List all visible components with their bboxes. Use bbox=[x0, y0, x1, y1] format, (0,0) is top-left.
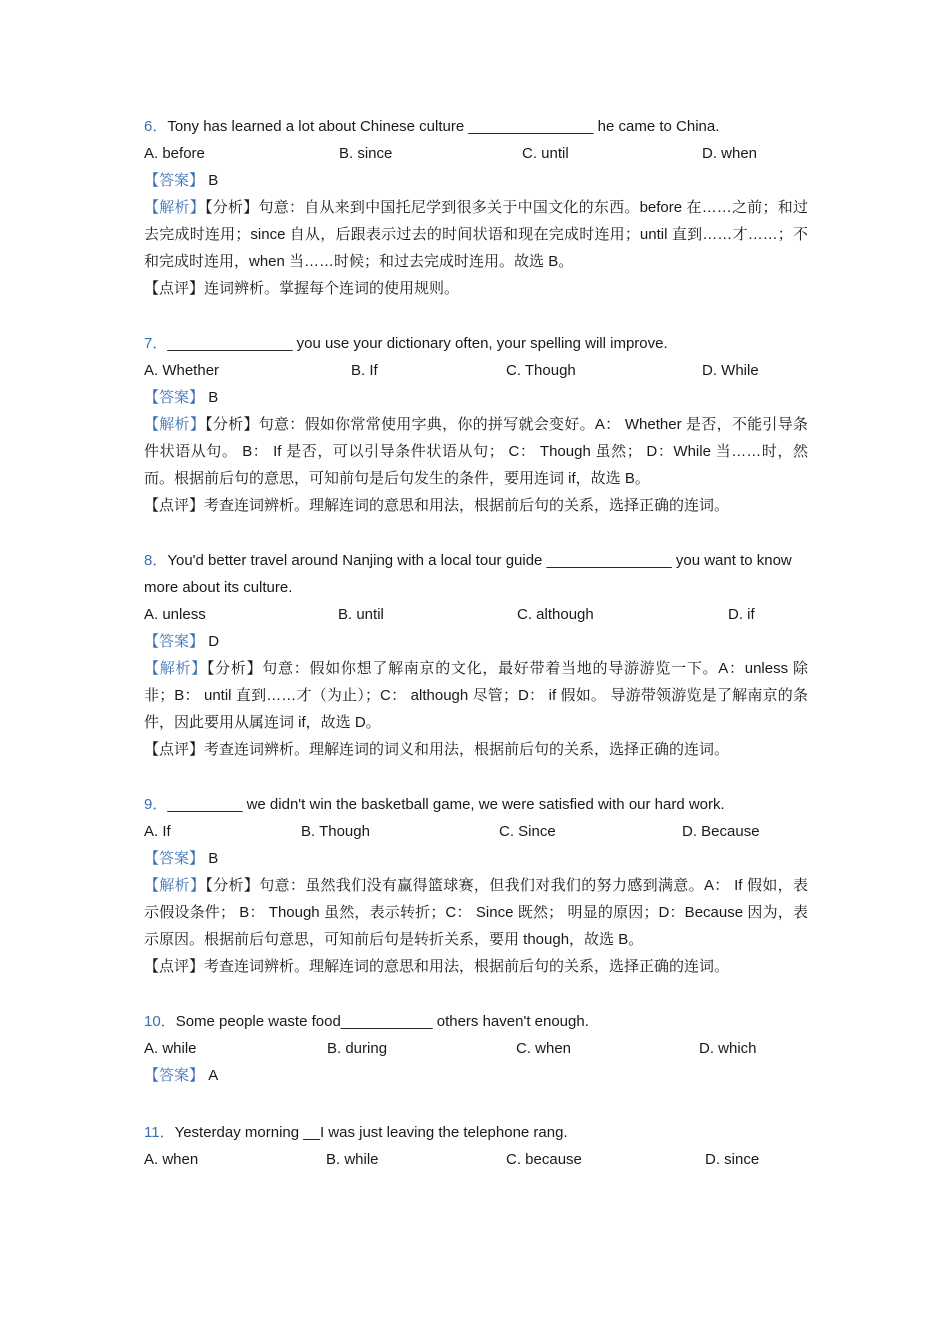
question-stem bbox=[144, 1008, 808, 1035]
question-stem bbox=[144, 330, 808, 357]
analysis-text: 【分析】句意：虽然我们没有赢得篮球赛，但我们对我们的努力感到满意。A： If 假如，表示假设条件； B： Though 虽然，表示转折；C： Since 既然； 明显的原因；D：Because 因为，表示原因。根据前后句意思，可知前后句是转折关系，要用 though，故选 B。 bbox=[144, 877, 808, 948]
option-c: C. until bbox=[522, 145, 569, 162]
option-c: C. Though bbox=[506, 362, 576, 379]
question-list bbox=[144, 113, 808, 1173]
option-c: C. when bbox=[516, 1040, 572, 1057]
analysis-paragraph bbox=[144, 872, 808, 953]
analysis-paragraph bbox=[144, 655, 808, 736]
spacer bbox=[144, 1089, 808, 1119]
options-row bbox=[144, 818, 808, 845]
spacer bbox=[144, 302, 808, 330]
answer-line bbox=[144, 167, 808, 194]
answer-value: D bbox=[208, 633, 220, 650]
spacer bbox=[144, 980, 808, 1008]
option-d: D. which bbox=[699, 1040, 757, 1057]
question-stem bbox=[144, 1119, 808, 1146]
question-number: 6． bbox=[144, 118, 168, 135]
analysis-label: 【解析】 bbox=[144, 660, 207, 677]
option-d: D. if bbox=[728, 606, 755, 623]
options-row bbox=[144, 1035, 808, 1062]
option-d: D. Because bbox=[682, 823, 760, 840]
comment-line: 【点评】考查连词辨析。理解连词的词义和用法，根据前后句的关系，选择正确的连词。 bbox=[144, 741, 730, 758]
answer-label: 【答案】 bbox=[144, 389, 205, 406]
option-a: A. before bbox=[144, 145, 205, 162]
question-6 bbox=[144, 113, 808, 302]
option-b: B. If bbox=[351, 362, 378, 379]
question-number: 8． bbox=[144, 552, 168, 569]
answer-value: B bbox=[208, 850, 219, 867]
option-d: D. While bbox=[702, 362, 759, 379]
analysis-label: 【解析】 bbox=[144, 877, 206, 894]
option-b: B. until bbox=[338, 606, 384, 623]
question-stem bbox=[144, 791, 808, 818]
options-row bbox=[144, 357, 808, 384]
analysis-paragraph bbox=[144, 411, 808, 492]
answer-line bbox=[144, 845, 808, 872]
option-b: B. since bbox=[339, 145, 393, 162]
question-text: _________ we didn't win the basketball game, we were satisfied with our hard work. bbox=[167, 796, 725, 813]
question-10 bbox=[144, 1008, 808, 1089]
analysis-paragraph bbox=[144, 194, 808, 275]
option-b: B. during bbox=[327, 1040, 388, 1057]
option-c: C. Since bbox=[499, 823, 556, 840]
option-a: A. unless bbox=[144, 606, 206, 623]
question-text: Yesterday morning __I was just leaving the telephone rang. bbox=[174, 1124, 568, 1141]
comment-line: 【点评】考查连词辨析。理解连词的意思和用法，根据前后句的关系，选择正确的连词。 bbox=[144, 497, 730, 514]
option-a: A. when bbox=[144, 1151, 199, 1168]
option-d: D. when bbox=[702, 145, 758, 162]
question-number: 10． bbox=[144, 1013, 176, 1030]
question-11 bbox=[144, 1119, 808, 1173]
question-text: _______________ you use your dictionary often, your spelling will improve. bbox=[167, 335, 668, 352]
analysis-text: 【分析】句意：自从来到中国托尼学到很多关于中国文化的东西。before 在……之前；和过去完成时连用；since 自从，后跟表示过去的时间状语和现在完成时连用；until 直到……才……；不和完成时连用，when 当……时候；和过去完成时连用。故选 B。 bbox=[144, 199, 808, 270]
question-stem bbox=[144, 547, 808, 574]
answer-line bbox=[144, 628, 808, 655]
answer-label: 【答案】 bbox=[144, 172, 205, 189]
question-number: 11． bbox=[144, 1124, 175, 1141]
spacer bbox=[144, 763, 808, 791]
answer-line bbox=[144, 384, 808, 411]
option-a: A. If bbox=[144, 823, 171, 840]
question-text: You'd better travel around Nanjing with a local tour guide _______________ you want to know bbox=[167, 552, 792, 569]
analysis-label: 【解析】 bbox=[144, 416, 206, 433]
answer-value: B bbox=[208, 172, 219, 189]
option-c: C. although bbox=[517, 606, 594, 623]
analysis-text: 【分析】句意：假如你想了解南京的文化，最好带着当地的导游游览一下。A：unless 除非；B： until 直到……才（为止）；C： although 尽管；D： if 假如。 导游带领游览是了解南京的条件，因此要用从属连词 if，故选 D。 bbox=[144, 660, 808, 731]
question-number: 9． bbox=[144, 796, 168, 813]
answer-value: B bbox=[208, 389, 219, 406]
question-9 bbox=[144, 791, 808, 980]
option-d: D. since bbox=[705, 1151, 760, 1168]
analysis-text: 【分析】句意：假如你常常使用字典，你的拼写就会变好。A： Whether 是否，不能引导条件状语从句。 B： If 是否，可以引导条件状语从句； C： Though 虽然； D：While 当……时，然而。根据前后句的意思，可知前句是后句发生的条件，要用连词 if，故选 B。 bbox=[144, 416, 808, 487]
option-c: C. because bbox=[506, 1151, 582, 1168]
question-7 bbox=[144, 330, 808, 519]
options-row bbox=[144, 140, 808, 167]
options-row bbox=[144, 601, 808, 628]
options-row bbox=[144, 1146, 808, 1173]
question-stem bbox=[144, 113, 808, 140]
analysis-label: 【解析】 bbox=[144, 199, 205, 216]
question-stem-continued: more about its culture. bbox=[144, 579, 293, 596]
answer-label: 【答案】 bbox=[144, 1067, 205, 1084]
answer-line bbox=[144, 1062, 808, 1089]
question-text: Some people waste food___________ others haven't enough. bbox=[175, 1013, 589, 1030]
answer-label: 【答案】 bbox=[144, 850, 205, 867]
option-a: A. while bbox=[144, 1040, 197, 1057]
question-8 bbox=[144, 547, 808, 763]
comment-line: 【点评】考查连词辨析。理解连词的意思和用法，根据前后句的关系，选择正确的连词。 bbox=[144, 958, 730, 975]
answer-label: 【答案】 bbox=[144, 633, 205, 650]
option-a: A. Whether bbox=[144, 362, 220, 379]
answer-value: A bbox=[208, 1067, 219, 1084]
option-b: B. while bbox=[326, 1151, 379, 1168]
question-text: Tony has learned a lot about Chinese culture _______________ he came to China. bbox=[167, 118, 720, 135]
spacer bbox=[144, 519, 808, 547]
option-b: B. Though bbox=[301, 823, 370, 840]
comment-line: 【点评】连词辨析。掌握每个连词的使用规则。 bbox=[144, 280, 460, 297]
question-number: 7． bbox=[144, 335, 168, 352]
